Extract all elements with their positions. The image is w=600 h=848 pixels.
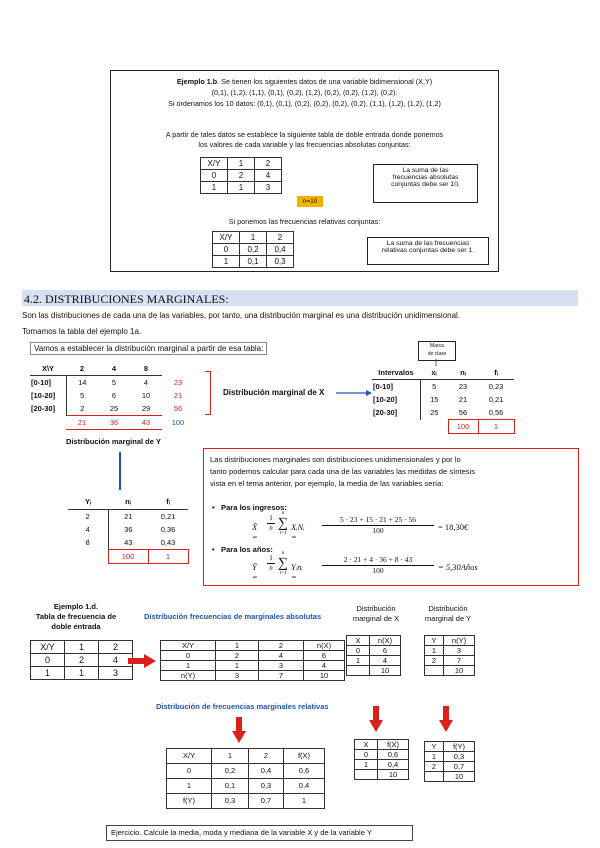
table-cell: f(Y) [167, 794, 212, 809]
table-cell: 1 [65, 641, 99, 654]
table-row [161, 641, 345, 651]
column-header: 2 [66, 362, 98, 376]
table-cell: 2 [99, 641, 133, 654]
table-cell: 0 [161, 651, 216, 661]
table-cell: 1 [425, 646, 444, 656]
column-sum: 21 [66, 415, 98, 429]
table-cell: 21 [124, 512, 133, 521]
table-cell: 0,1 [240, 256, 267, 268]
table-cell: 1 [167, 779, 212, 794]
section-heading [22, 290, 578, 306]
table-cell: 0,3 [212, 794, 249, 809]
table-cell: 15 [430, 395, 439, 404]
table-cell: 1 [216, 641, 259, 651]
table-row [201, 182, 282, 194]
table-cell: 0 [355, 750, 378, 760]
marginal-y-connector [119, 452, 121, 490]
grand-total: 100 [171, 417, 185, 427]
table-row [31, 641, 133, 654]
table-row [213, 244, 294, 256]
table-cell: 0,56 [488, 408, 504, 417]
marginal-rel-title: Distribución de frecuencias marginales relativas [156, 702, 329, 711]
table-cell: 4 [370, 656, 401, 666]
arrow-to-marginal-x [336, 389, 372, 397]
table-cell: 2 [249, 749, 284, 764]
means-text-1: Las distribuciones marginales son distribuciones unidimensionales y por lo [210, 455, 461, 464]
exercise-box [106, 825, 413, 841]
table-cell: f(X) [284, 749, 325, 764]
marginal-x-label: Distribución marginal de X [223, 388, 325, 397]
table-cell: 2 [216, 651, 259, 661]
table-header-row [372, 366, 514, 380]
column-sum: 43 [130, 415, 162, 429]
table-cell: 3 [216, 671, 259, 681]
marginal-abs-table [160, 640, 345, 681]
table-cell: 0,36 [160, 525, 176, 534]
table-row [425, 762, 475, 772]
table-cell: 5 [111, 378, 117, 387]
table-cell: 6 [304, 651, 345, 661]
table-cell: 1 [212, 749, 249, 764]
table-cell: 2 [80, 403, 85, 413]
table-cell: Y [425, 742, 444, 752]
table-cell: 10 [378, 770, 409, 780]
column-header: nᵢ [448, 366, 478, 380]
table-cell: [0-10] [372, 380, 420, 394]
establish-note: Vamos a establecer la distribución marginal a partir de esa tabla: [30, 342, 267, 355]
table-cell: 1 [228, 182, 255, 194]
table-cell [355, 770, 378, 780]
means-box: Las distribuciones marginales son distribuciones unidimensionales y por lo tanto podemos calcular para cada una de las variables las medidas de síntesis vista en el tema anterior, por ejemplo, la media de las variables sería: • Para los ingresos: X̄ = 1 n n ∑ i=1 XᵢNᵢ = 5 · 23 + 15 · 21 + 25 · 56 100 = 18,30€ • Para los años: Ȳ = 1 n n ∑ i=1 Yᵢnᵢ = 2 · 21 + 4 · 36 + 8 · 43 100 = 5,30Años [203, 448, 579, 586]
table-cell: 4 [143, 378, 149, 387]
table-row [161, 661, 345, 671]
table-cell: 0 [347, 646, 370, 656]
table-cell: 21 [458, 395, 468, 404]
table-row [347, 666, 401, 676]
table-cell: 0,21 [160, 512, 176, 521]
table-row [372, 406, 514, 420]
bullet-ingresos: • Para los ingresos: [212, 503, 287, 512]
column-header: X\Y [30, 362, 66, 376]
marginal-y-label: Distribución marginal de Y [66, 437, 161, 446]
example-1b-para1a: A partir de tales datos se establece la siguiente tabla de doble entrada donde ponemos [165, 130, 444, 139]
joint-table [30, 362, 194, 430]
table-cell: X/Y [201, 158, 228, 170]
red-arrow-down-3 [439, 706, 453, 732]
example-1b-line3: Si ordenamos los 10 datos: (0,1), (0,1), (0,2), (0,2), (0,2), (0,2), (1,1), (1,2), (1,2), (1,2) [168, 99, 441, 108]
example-1b-para1b: los valores de cada variable y las frecuencias absolutas conjuntas: [198, 140, 411, 149]
marginal-y-table [68, 494, 189, 564]
column-header: 4 [98, 362, 130, 376]
table-cell: 1 [347, 656, 370, 666]
table-cell: 1 [201, 182, 228, 194]
column-sums-row [30, 415, 194, 429]
table-row [425, 752, 475, 762]
table-cell: 8 [68, 536, 108, 550]
note-absolute-sum: La suma de las frecuencias absolutas conjuntas debe ser 10. [373, 164, 478, 203]
table-row [355, 760, 409, 770]
table-cell: 0,4 [267, 244, 294, 256]
n-badge: n=10 [297, 196, 323, 207]
table-cell: 2 [255, 158, 282, 170]
table-cell: 1 [425, 752, 444, 762]
column-sum: 36 [98, 415, 130, 429]
table-cell: 0,6 [284, 764, 325, 779]
totals-row [372, 420, 514, 434]
column-header: Yᵢ [68, 494, 108, 510]
table-cell: 0,6 [378, 750, 409, 760]
table-row [425, 646, 475, 656]
row-sums-bracket [205, 371, 211, 415]
table-row [30, 402, 194, 415]
table-cell: 29 [141, 403, 151, 413]
table-cell: X/Y [31, 641, 65, 654]
table-cell: 10 [304, 671, 345, 681]
row-sum: 23 [173, 377, 183, 387]
total-cell: 1 [148, 550, 188, 564]
table-cell [425, 772, 444, 782]
table-cell: f(Y) [444, 742, 475, 752]
table-cell: 0,7 [249, 794, 284, 809]
table-cell: 1 [216, 661, 259, 671]
table-cell: 0 [31, 654, 65, 667]
table-cell: n(Y) [161, 671, 216, 681]
table-cell: 1 [228, 158, 255, 170]
table-row [355, 750, 409, 760]
table-row [68, 523, 188, 536]
table-cell: 2 [425, 762, 444, 772]
table-cell: 0 [167, 764, 212, 779]
table-cell: Y [425, 636, 444, 646]
table-row [213, 232, 294, 244]
table-cell: 0,4 [378, 760, 409, 770]
table-row [347, 656, 401, 666]
table-cell: 4 [68, 523, 108, 536]
table-cell: 2 [259, 641, 304, 651]
example-1b-line1: Ejemplo 1.b. Se tienen los siguientes datos de una variable bidimensional (X,Y) [176, 77, 433, 86]
table-row [425, 742, 475, 752]
section-intro-2: Tomamos la tabla del ejemplo 1a. [22, 327, 142, 336]
table-cell: 2 [425, 656, 444, 666]
table-row [355, 770, 409, 780]
table-row [167, 749, 325, 764]
table-cell [347, 666, 370, 676]
table-cell: 6 [111, 391, 117, 400]
table-header-row [68, 494, 188, 510]
column-header: xᵢ [420, 366, 448, 380]
table-cell: 43 [124, 538, 133, 547]
bullet-anos: • Para los años: [212, 545, 273, 554]
red-arrow-down-2 [369, 706, 383, 732]
row-label: [20-30] [30, 402, 66, 415]
marginal-x-table [372, 366, 515, 434]
table-cell: 1 [213, 256, 240, 268]
table-cell: 2 [267, 232, 294, 244]
marginal-x-rel-table [354, 739, 409, 780]
table-cell: 1 [65, 667, 99, 680]
marginal-abs-title: Distribución frecuencias de marginales absolutas [144, 612, 322, 621]
table-cell: 4 [304, 661, 345, 671]
table-cell: 6 [370, 646, 401, 656]
table-row [355, 740, 409, 750]
table-cell: n(X) [304, 641, 345, 651]
row-label: [0-10] [30, 376, 66, 390]
red-arrow-right [128, 654, 156, 668]
table-cell: 5 [432, 382, 437, 391]
table-cell: [10-20] [372, 393, 420, 406]
exercise-text: Ejercicio. Calcule la media, moda y mediana de la variable X y de la variable Y [111, 828, 372, 837]
marca-de-clase-note: Marca de clase [418, 341, 456, 361]
table-cell: 0,3 [267, 256, 294, 268]
table-cell: 36 [124, 525, 133, 534]
table-row [161, 651, 345, 661]
total-cell: 1 [478, 420, 514, 434]
table-cell: 25 [430, 408, 439, 418]
table-cell: X/Y [213, 232, 240, 244]
table-cell: f(X) [378, 740, 409, 750]
means-text-3: vista en el tema anterior, por ejemplo, la media de las variables sería: [210, 479, 444, 488]
column-header: 8 [130, 362, 162, 376]
table-cell: 1 [240, 232, 267, 244]
example-1b-para2: Si ponemos las frecuencias relativas conjuntas: [228, 217, 381, 226]
abs-freq-table [200, 157, 282, 194]
table-cell: 1 [355, 760, 378, 770]
table-row [347, 636, 401, 646]
table-row [372, 393, 514, 406]
table-cell: 0,43 [160, 538, 176, 547]
table-cell: 0,4 [249, 764, 284, 779]
table-cell: 1 [284, 794, 325, 809]
table-row [31, 667, 133, 680]
table-cell: n(Y) [444, 636, 475, 646]
total-cell: 100 [448, 420, 478, 434]
table-cell: 14 [78, 378, 87, 387]
example-1b-line2: (0,1), (1,2), (1,1), (0,1), (0,2), (1,2), (0,2), (0,2), (1,2), (0,2). [211, 88, 398, 97]
table-row [167, 794, 325, 809]
section-title: 4.2. DISTRIBUCIONES MARGINALES: [24, 292, 229, 306]
table-row [30, 389, 194, 402]
table-row [201, 158, 282, 170]
table-cell: 0,23 [488, 382, 504, 391]
total-cell: 100 [108, 550, 148, 564]
table-cell: 4 [99, 654, 133, 667]
table-row [167, 779, 325, 794]
table-cell: 3 [444, 646, 475, 656]
table-cell: 0,7 [444, 762, 475, 772]
table-cell: 7 [444, 656, 475, 666]
example-1d-title: Ejemplo 1.d. Tabla de frecuencia de doble entrada [35, 602, 117, 631]
table-cell: 0,3 [444, 752, 475, 762]
row-sum: 21 [173, 391, 183, 400]
table-cell: 2 [228, 170, 255, 182]
table-cell: 10 [141, 391, 151, 400]
table-row [372, 380, 514, 394]
table-cell: X [347, 636, 370, 646]
table-cell: n(X) [370, 636, 401, 646]
table-row [68, 510, 188, 524]
table-row [213, 256, 294, 268]
table-cell: 23 [458, 382, 468, 391]
table-cell: X/Y [161, 641, 216, 651]
table-cell: 0 [213, 244, 240, 256]
table-cell: 3 [259, 661, 304, 671]
marginal-x-title: Distribución marginal de X [352, 604, 400, 623]
table-cell: 3 [255, 182, 282, 194]
table-cell: 0,21 [488, 395, 504, 404]
table-cell: 10 [444, 666, 475, 676]
table-cell: 0,2 [212, 764, 249, 779]
table-cell: X/Y [167, 749, 212, 764]
table-cell: 5 [80, 391, 85, 400]
table-header-row [30, 362, 194, 376]
means-text-2: tanto podemos calcular para cada una de las variables las medidas de síntesis [210, 467, 476, 476]
table-cell: 10 [370, 666, 401, 676]
marginal-rel-table [166, 748, 325, 809]
column-header: fᵢ [148, 494, 188, 510]
table-cell: 4 [255, 170, 282, 182]
marginal-y-title: Distribución marginal de Y [424, 604, 472, 623]
table-cell [425, 666, 444, 676]
table-cell: X [355, 740, 378, 750]
example-1b-box [110, 70, 499, 272]
column-header: fᵢ [478, 366, 514, 380]
table-row [30, 376, 194, 390]
table-cell: [20-30] [372, 406, 420, 420]
table-row [201, 170, 282, 182]
example-1d-table [30, 640, 133, 680]
row-label: [10-20] [30, 389, 66, 402]
table-cell: 0,4 [284, 779, 325, 794]
table-row [161, 671, 345, 681]
row-sum: 56 [173, 404, 183, 413]
marginal-x-abs-table [346, 635, 401, 676]
table-cell: 10 [444, 772, 475, 782]
table-cell: 25 [109, 403, 119, 413]
table-row [425, 666, 475, 676]
table-cell: 2 [65, 654, 99, 667]
table-cell: 0 [201, 170, 228, 182]
red-arrow-down-1 [232, 717, 246, 743]
table-cell: 4 [259, 651, 304, 661]
column-header: nᵢ [108, 494, 148, 510]
table-row [425, 772, 475, 782]
table-cell: 1 [31, 667, 65, 680]
table-row [425, 656, 475, 666]
table-cell: 1 [161, 661, 216, 671]
marginal-y-abs-table [424, 635, 475, 676]
column-header: Intervalos [372, 366, 420, 380]
table-row [425, 636, 475, 646]
rel-freq-table [212, 231, 294, 268]
table-row [167, 764, 325, 779]
table-cell: 2 [68, 510, 108, 524]
table-cell: 0,1 [212, 779, 249, 794]
table-cell: 3 [99, 667, 133, 680]
table-row [347, 646, 401, 656]
section-intro-1: Son las distribuciones de cada una de las variables, por tanto, una distribución marginal es una distribución unidimensional. [22, 311, 461, 320]
marginal-y-rel-table [424, 741, 475, 782]
table-cell: 7 [259, 671, 304, 681]
table-cell: 0,2 [240, 244, 267, 256]
table-row [68, 536, 188, 550]
totals-row [68, 550, 188, 564]
table-row [31, 654, 133, 667]
table-cell: 0,3 [249, 779, 284, 794]
note-relative-sum: La suma de las frecuencias relativas conjuntas debe ser 1. [367, 237, 489, 265]
table-cell: 56 [458, 408, 468, 417]
